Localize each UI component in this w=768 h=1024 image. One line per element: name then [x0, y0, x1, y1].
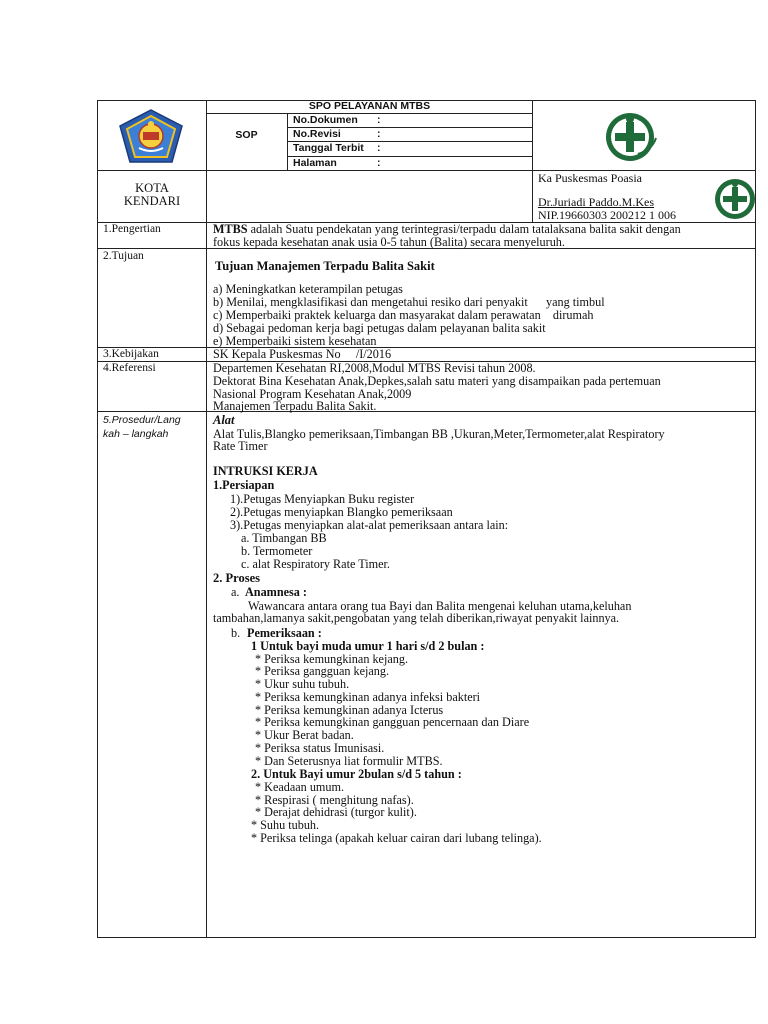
- bayi-muda-item: * Periksa status Imunisasi.: [255, 741, 385, 755]
- label-tujuan: 2.Tujuan: [103, 250, 144, 262]
- doc-field-value: :: [377, 157, 381, 169]
- head-name: Dr.Juriadi Paddo.M.Kes: [538, 195, 654, 209]
- label-referensi: 4.Referensi: [103, 362, 156, 374]
- doc-field-value: :: [377, 114, 381, 126]
- label-prosedur-1: 5.Prosedur/Lang: [103, 414, 181, 426]
- table-border-right: [755, 100, 756, 938]
- alat-item: b. Termometer: [241, 544, 313, 558]
- doc-field-value: :: [377, 128, 381, 140]
- anamnesa-line-2: tambahan,lamanya sakit,pengobatan yang telah diberikan,riwayat penyakit lainnya.: [213, 611, 620, 625]
- tujuan-item: d) Sebagai pedoman kerja bagi petugas dalam pelayanan balita sakit: [213, 321, 546, 335]
- bayi-heading: 2. Untuk Bayi umur 2bulan s/d 5 tahun :: [251, 767, 462, 781]
- row-line-kebijakan: [97, 347, 756, 348]
- anamnesa-line-1: Wawancara antara orang tua Bayi dan Balita mengenai keluhan utama,keluhan: [248, 599, 632, 613]
- bayi-muda-item: * Dan Seterusnya liat formulir MTBS.: [255, 754, 443, 768]
- table-border-left: [97, 100, 98, 938]
- city-line-2: KENDARI: [123, 194, 181, 208]
- alat-line-1: Alat Tulis,Blangko pemeriksaan,Timbangan BB ,Ukuran,Meter,Termometer,alat Respiratory: [213, 427, 665, 441]
- anamnesa-heading: Anamnesa :: [245, 585, 307, 599]
- tujuan-heading: Tujuan Manajemen Terpadu Balita Sakit: [215, 259, 435, 273]
- persiapan-item: 3).Petugas menyiapkan alat-alat pemeriksaan antara lain:: [230, 518, 509, 532]
- head-nip: NIP.19660303 200212 1 006: [538, 208, 677, 222]
- sop-label: SOP: [235, 129, 258, 141]
- kebijakan-text: SK Kepala Puskesmas No /I/2016: [213, 347, 392, 361]
- pengertian-text: adalah Suatu pendekatan yang terintegrasi/terpadu dalam tatalaksana balita sakit dengan: [247, 222, 681, 236]
- bayi-muda-item: * Periksa kemungkinan gangguan pencernaan dan Diare: [255, 715, 530, 729]
- bakti-husada-logo-icon: [600, 110, 664, 166]
- proses-heading: 2. Proses: [213, 571, 260, 585]
- referensi-line-4: Manajemen Terpadu Balita Sakit.: [213, 399, 377, 413]
- row-line-prosedur: [97, 411, 756, 412]
- alat-heading: Alat: [213, 413, 235, 427]
- tujuan-item: e) Memperbaiki sistem kesehatan: [213, 334, 377, 348]
- bayi-muda-item: * Periksa kemungkinan kejang.: [255, 652, 408, 666]
- tujuan-item: b) Menilai, mengklasifikasi dan mengetahui resiko dari penyakit yang timbul: [213, 295, 605, 309]
- logo-left: [117, 108, 185, 164]
- city-name: [98, 182, 206, 208]
- header-line-bottom: [97, 170, 756, 171]
- bayi-muda-item: * Periksa kemungkinan adanya Icterus: [255, 703, 444, 717]
- pengertian-line-1: [213, 222, 681, 236]
- referensi-line-2: Dektorat Bina Kesehatan Anak,Depkes,salah satu materi yang disampaikan pada pertemuan: [213, 374, 661, 388]
- bayi-muda-item: * Ukur suhu tubuh.: [255, 677, 350, 691]
- instruksi-heading: INTRUKSI KERJA: [213, 464, 318, 478]
- doc-field-label: Tanggal Terbit: [293, 142, 364, 154]
- bayi-muda-heading: 1 Untuk bayi muda umur 1 hari s/d 2 bulan :: [251, 639, 485, 653]
- tujuan-item: c) Memperbaiki praktek keluarga dan masyarakat dalam perawatan dirumah: [213, 308, 594, 322]
- doc-field-label: No.Revisi: [293, 128, 341, 140]
- persiapan-item: 2).Petugas menyiapkan Blangko pemeriksaan: [230, 505, 453, 519]
- bayi-item: * Periksa telinga (apakah keluar cairan dari lubang telinga).: [251, 831, 542, 845]
- referensi-line-1: Departemen Kesehatan RI,2008,Modul MTBS Revisi tahun 2008.: [213, 361, 536, 375]
- pemkot-kendari-crest-icon: [117, 108, 185, 164]
- bayi-muda-item: * Periksa kemungkinan adanya infeksi bakteri: [255, 690, 481, 704]
- pemeriksaan-prefix: b.: [231, 626, 241, 640]
- doc-field-label: No.Dokumen: [293, 114, 358, 126]
- table-border-bottom: [97, 937, 756, 938]
- head-title: Ka Puskesmas Poasia: [538, 171, 642, 185]
- bayi-item: * Respirasi ( menghitung nafas).: [255, 793, 414, 807]
- pengertian-term: MTBS: [213, 222, 248, 236]
- label-prosedur-2: kah – langkah: [103, 428, 169, 440]
- alat-item: c. alat Respiratory Rate Timer.: [241, 557, 390, 571]
- label-kebijakan: 3.Kebijakan: [103, 348, 159, 360]
- doc-field-value: :: [377, 142, 381, 154]
- label-pengertian: 1.Pengertian: [103, 223, 161, 235]
- pengertian-line-2: fokus kepada kesehatan anak usia 0-5 tahun (Balita) secara menyeluruh.: [213, 235, 565, 249]
- tujuan-item: a) Meningkatkan keterampilan petugas: [213, 282, 403, 296]
- anamnesa-prefix: a.: [231, 585, 240, 599]
- referensi-line-3: Nasional Program Kesehatan Anak,2009: [213, 387, 412, 401]
- doc-field-no-revisi: [293, 128, 529, 141]
- bayi-muda-item: * Periksa gangguan kejang.: [255, 664, 390, 678]
- bayi-muda-item: * Ukur Berat badan.: [255, 728, 354, 742]
- persiapan-heading: 1.Persiapan: [213, 478, 275, 492]
- doc-field-no-dokumen: [293, 114, 529, 127]
- city-line-1: KOTA: [135, 181, 169, 195]
- doc-field-label: Halaman: [293, 157, 337, 169]
- doc-field-tanggal-terbit: [293, 142, 529, 155]
- bayi-item: * Keadaan umum.: [255, 780, 345, 794]
- bayi-item: * Suhu tubuh.: [251, 818, 320, 832]
- logo-right-small: [712, 176, 758, 222]
- alat-line-2: Rate Timer: [213, 439, 268, 453]
- bakti-husada-logo-icon: [712, 176, 758, 222]
- persiapan-item: 1).Petugas Menyiapkan Buku register: [230, 492, 415, 506]
- pemeriksaan-heading: Pemeriksaan :: [247, 626, 322, 640]
- spo-title: SPO PELAYANAN MTBS: [308, 100, 431, 112]
- doc-field-halaman: [293, 157, 529, 170]
- logo-right-large: [600, 110, 664, 166]
- column-divider: [206, 100, 207, 938]
- header-right-divider: [532, 100, 533, 222]
- bayi-item: * Derajat dehidrasi (turgor kulit).: [255, 805, 417, 819]
- alat-item: a. Timbangan BB: [241, 531, 327, 545]
